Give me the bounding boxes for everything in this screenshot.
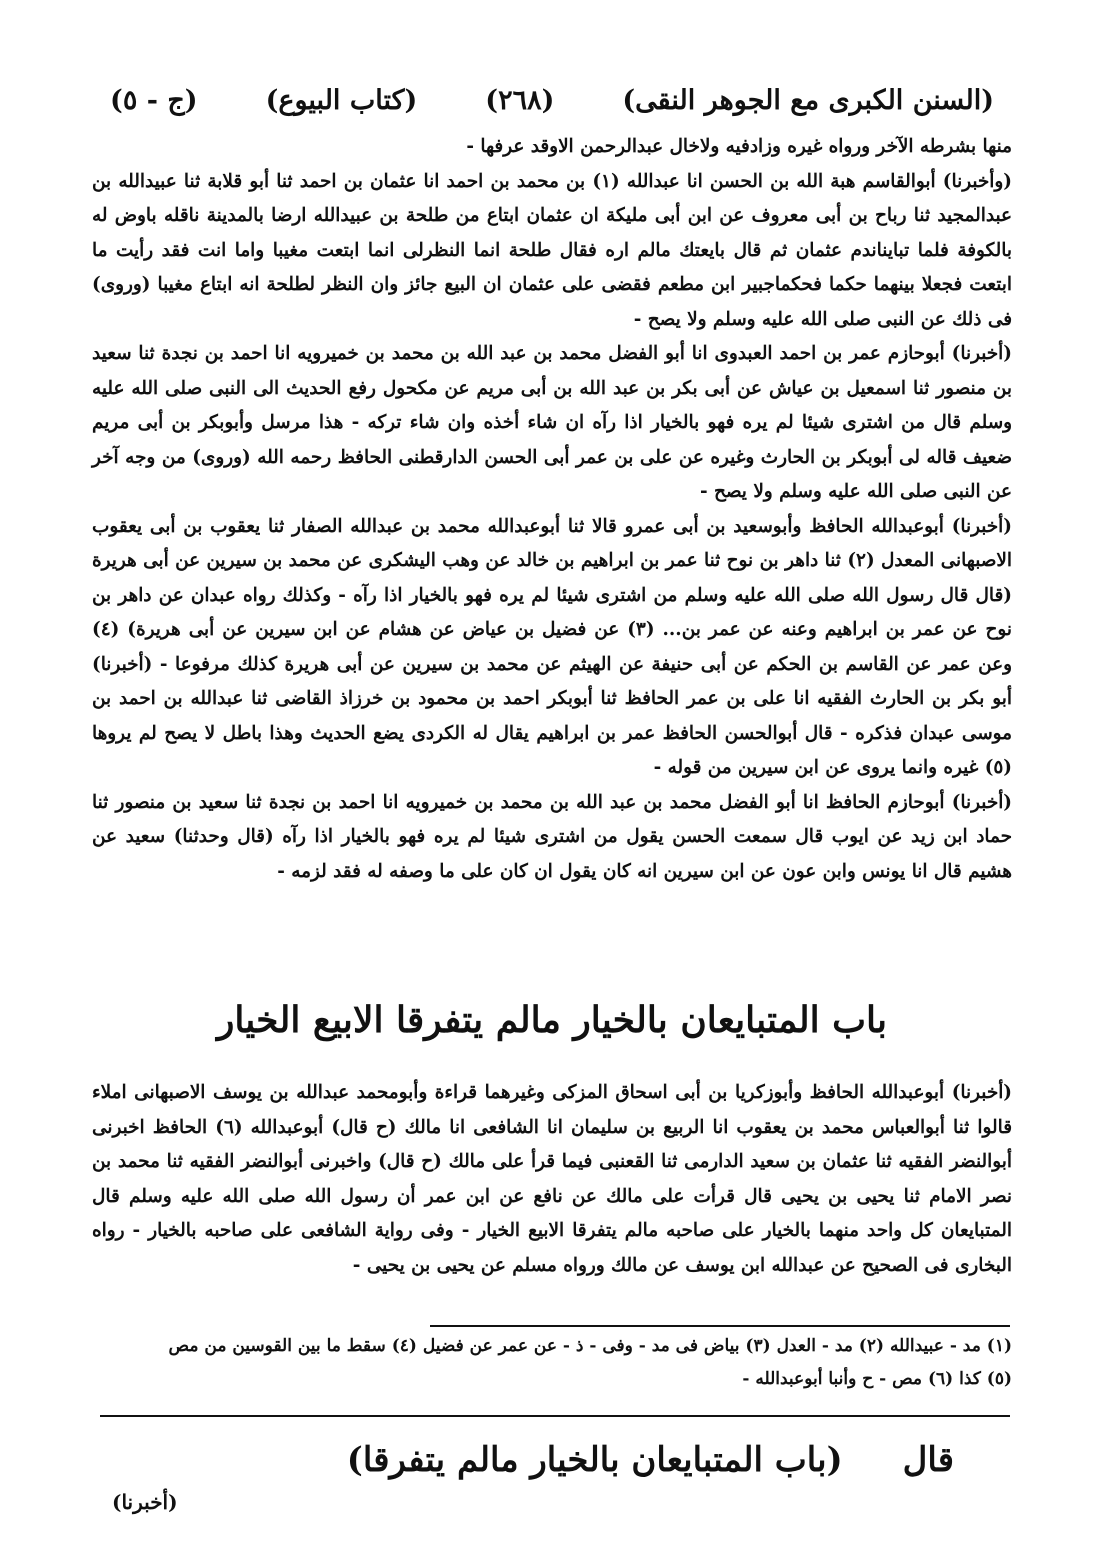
paragraph: (أخبرنا) أبوحازم الحافظ انا أبو الفضل محمد بن عبد الله بن محمد بن خميرويه انا احمد بن نجدة ثنا سعيد بن منصور ثنا حماد ابن زيد عن ايوب قال سمعت الحسن يقول من اشترى شيئا لم يره فهو بالخيار اذا رآه (قال وحدثنا) سعيد عن هشيم قال انا يونس وابن عون عن ابن سيرين انه كان يقول ان كان على ما وصفه له فقد لزمه - xyxy=(92,791,1012,882)
chapter-text xyxy=(92,1076,1012,1283)
footnote-line: (٥) كذا (٦) مص - ح وأنبا أبوعبدالله - xyxy=(742,1369,1012,1389)
paragraph: (وأخبرنا) أبوالقاسم هبة الله بن الحسن انا عبدالله (١) بن محمد بن احمد انا عثمان بن احمد ثنا أبو قلابة ثنا عبيدالله بن عبدالمجيد ثنا رباح بن أبى معروف عن ابن أبى مليكة ان عثمان ابتاع من طلحة بن عبيدالله ارضا بالمدينة ناقله باوض له بالكوفة فلما تبايناندم عثمان ثم قال بايعتك مالم اره فقال طلحة انما النظرلى انما ابتعت مغيبا واما انت فقد رأيت ما ابتعت فجعلا بينهما حكما فحكماجبير ابن مطعم فقضى على عثمان ان البيع جائز وان النظر لطلحة انه ابتاع مغيبا (وروى) فى ذلك عن النبى صلى الله عليه وسلم ولا يصح - xyxy=(92,170,1012,330)
commentary-title: (باب المتبايعان بالخيار مالم يتفرقا) xyxy=(346,1440,843,1480)
main-text xyxy=(92,130,1012,889)
page-number: (٢٦٨) xyxy=(485,84,555,116)
paragraph: منها بشرطه الآخر ورواه غيره وزادفيه ولاخال عبدالرحمن الاوقد عرفها - xyxy=(466,136,1012,157)
footnotes xyxy=(92,1330,1012,1396)
footnote-line: (١) مد - عبيدالله (٢) مد - العدل (٣) بياض فى مد - وفى - ذ - عن عمر عن فضيل (٤) سقط ما بين القوسين من مص xyxy=(168,1336,1012,1356)
paragraph: (أخبرنا) أبوحازم عمر بن احمد العبدوى انا أبو الفضل محمد بن عبد الله بن محمد بن خميرويه انا احمد بن نجدة ثنا سعيد بن منصور ثنا اسمعيل بن عياش عن أبى بكر بن عبد الله بن أبى مريم عن مكحول رفع الحديث الى النبى صلى الله عليه وسلم قال من اشترى شيئا لم يره فهو بالخيار اذا رآه ان شاء أخذه وان شاء تركه - هذا مرسل وأبوبكر بن أبى مريم ضعيف قاله لى أبوبكر بن الحارث وغيره عن على بن عمر أبى الحسن الدارقطنى الحافظ رحمه الله (وروى) من وجه آخر عن النبى صلى الله عليه وسلم ولا يصح - xyxy=(92,343,1012,502)
chapter-heading: باب المتبايعان بالخيار مالم يتفرقا الابيع الخيار xyxy=(216,999,888,1041)
volume-number: (ج - ٥) xyxy=(110,84,198,116)
commentary-heading xyxy=(120,1430,954,1490)
page-header xyxy=(110,78,994,122)
paragraph: (أخبرنا) أبوعبدالله الحافظ وأبوزكريا بن أبى اسحاق المزكى وغيرهما قراءة وأبومحمد عبدالله بن يوسف الاصبهانى املاء قالوا ثنا أبوالعباس محمد بن يعقوب انا الربيع بن سليمان انا الشافعى انا مالك (ح قال) أبوعبدالله (٦) الحافظ اخبرنى أبوالنضر الفقيه ثنا عثمان بن سعيد الدارمى ثنا القعنبى فيما قرأ على مالك (ح قال) واخبرنى أبوالنضر الفقيه ثنا محمد بن نصر الامام ثنا يحيى بن يحيى قال قرأت على مالك عن نافع عن ابن عمر أن رسول الله صلى الله عليه وسلم قال المتبايعان كل واحد منهما بالخيار على صاحبه مالم يتفرقا الابيع الخيار - وفى رواية الشافعى على صاحبه بالخيار - رواه البخارى فى الصحيح عن عبدالله ابن يوسف عن مالك ورواه مسلم عن يحيى بن يحيى - xyxy=(92,1082,1012,1276)
book-title: (السنن الكبرى مع الجوهر النقى) xyxy=(622,84,994,116)
section-title: (كتاب البيوع) xyxy=(265,84,418,116)
catchword: (أخبرنا) xyxy=(112,1490,178,1514)
commentary-qala: قال xyxy=(902,1440,954,1480)
footnote-divider xyxy=(430,1325,1010,1327)
commentary-divider xyxy=(100,1415,1010,1417)
paragraph: (أخبرنا) أبوعبدالله الحافظ وأبوسعيد بن أبى عمرو قالا ثنا أبوعبدالله محمد بن عبدالله الصفار ثنا يعقوب بن أبى يعقوب الاصبهانى المعدل (٢) ثنا داهر بن نوح ثنا عمر بن ابراهيم بن خالد عن وهب اليشكرى عن محمد بن سيرين عن أبى هريرة (قال قال رسول الله صلى الله عليه وسلم من اشترى شيئا لم يره فهو بالخيار اذا رآه - وكذلك رواه عبدان عن داهر بن نوح عن عمر بن ابراهيم وعنه عن عمر بن... (٣) عن فضيل بن عياض عن هشام عن ابن سيرين عن أبى هريرة) (٤) وعن عمر عن القاسم بن الحكم عن أبى حنيفة عن الهيثم عن محمد بن سيرين عن أبى هريرة كذلك مرفوعا - (أخبرنا) أبو بكر بن الحارث الفقيه انا على بن عمر الحافظ ثنا أبوبكر احمد بن محمود بن خرزاذ القاضى ثنا عبدالله بن احمد بن موسى عبدان فذكره - قال أبوالحسن الحافظ عمر بن ابراهيم يقال له الكردى يضع الحديث وهذا باطل لا يصح لم يروها (٥) غيره وانما يروى عن ابن سيرين من قوله - xyxy=(92,515,1012,778)
